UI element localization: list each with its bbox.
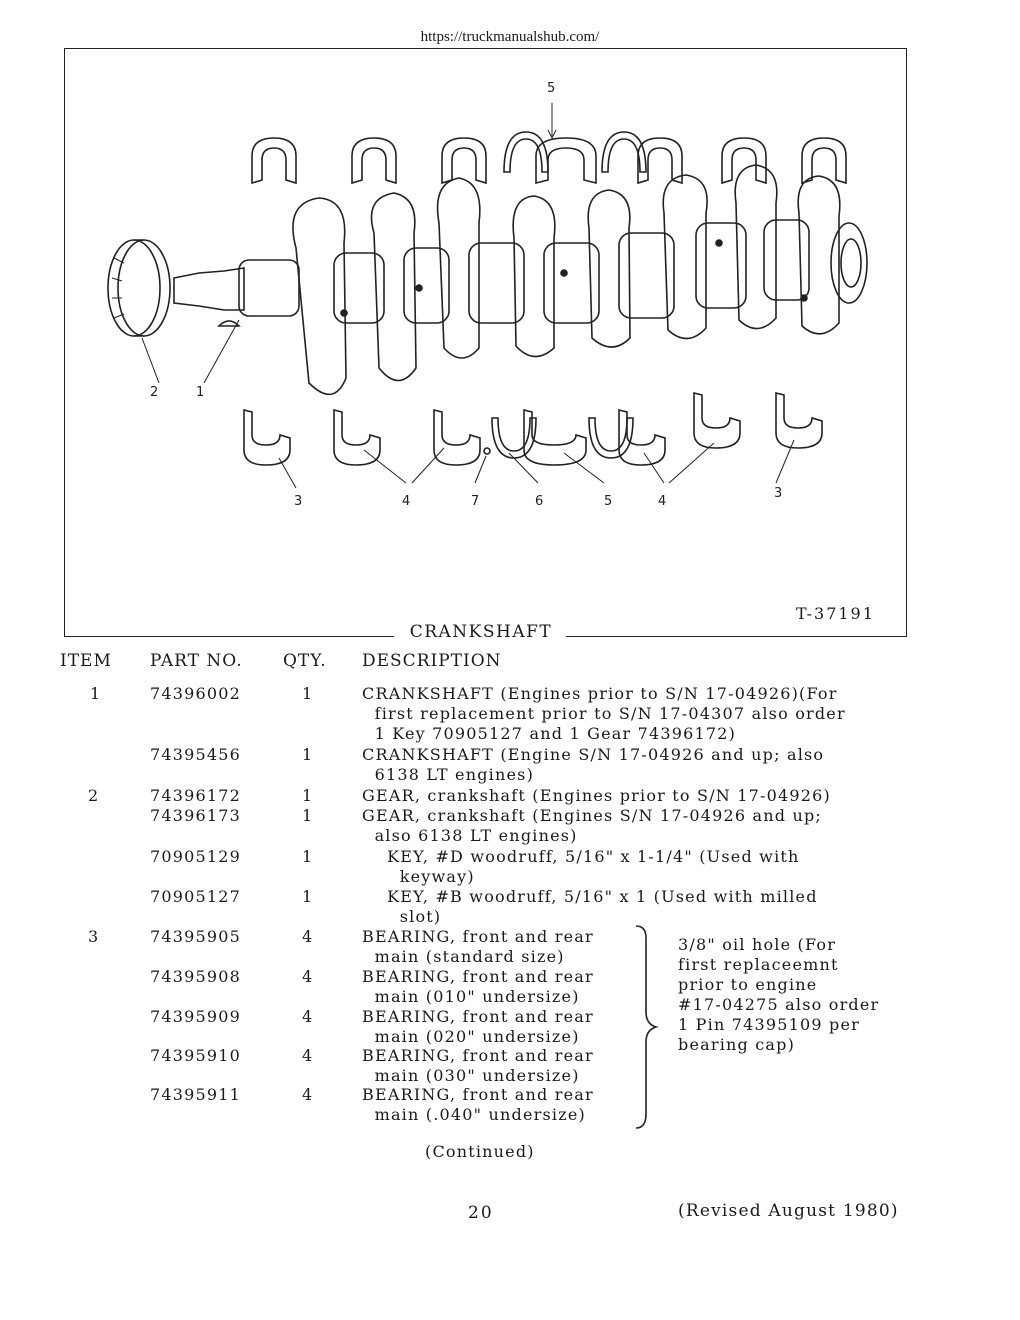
- row-part-no: 74396173: [150, 806, 242, 825]
- dowel-pin: [484, 448, 490, 454]
- continued-label: (Continued): [425, 1142, 535, 1161]
- row-item: 2: [88, 786, 100, 805]
- row-description: GEAR, crankshaft (Engines S/N 17-04926 and up; also 6138 LT engines): [362, 806, 823, 845]
- upper-bearing-shell: [638, 138, 682, 183]
- upper-bearing-shell-center: [536, 138, 596, 183]
- revision-note: (Revised August 1980): [678, 1201, 899, 1221]
- row-qty: 1: [302, 745, 314, 764]
- upper-bearing-shell: [252, 138, 296, 183]
- row-qty: 1: [302, 887, 314, 906]
- callout-label: 4: [658, 494, 667, 509]
- crankshaft-illustration: [64, 48, 905, 638]
- callout-label: 1: [196, 385, 205, 400]
- row-part-no: 74396002: [150, 684, 242, 703]
- row-description: BEARING, front and rear main (020" undersize): [362, 1007, 594, 1046]
- row-qty: 4: [302, 1085, 314, 1104]
- thrust-washer: [602, 132, 646, 172]
- callout-label: 3: [774, 486, 783, 501]
- row-description: KEY, #B woodruff, 5/16" x 1 (Used with milled slot): [387, 887, 818, 926]
- row-item: 1: [90, 684, 102, 703]
- lower-bearing-shell: [619, 410, 665, 465]
- lower-bearing-shell: [434, 410, 480, 465]
- thrust-washer-lower: [492, 418, 536, 458]
- row-part-no: 74395911: [150, 1085, 242, 1104]
- figure-id: T-37191: [796, 604, 875, 623]
- row-part-no: 74395456: [150, 745, 242, 764]
- header-item: ITEM: [60, 651, 112, 671]
- thrust-washer: [504, 132, 548, 172]
- row-description: CRANKSHAFT (Engines prior to S/N 17-04926)(For first replacement prior to S/N 17-04307 also order 1 Key 70905127 and 1 Gear 74396172): [362, 684, 846, 743]
- row-qty: 1: [302, 847, 314, 866]
- lower-bearing-shell: [694, 393, 740, 448]
- row-part-no: 74395908: [150, 967, 242, 986]
- callout-label: 3: [294, 494, 303, 509]
- row-qty: 4: [302, 1007, 314, 1026]
- upper-bearing-shell: [722, 138, 766, 183]
- caption-rule-left: [64, 636, 394, 637]
- row-description: KEY, #D woodruff, 5/16" x 1-1/4" (Used with keyway): [387, 847, 800, 886]
- row-description: BEARING, front and rear main (030" undersize): [362, 1046, 594, 1085]
- callout-label: 7: [471, 494, 480, 509]
- row-description: BEARING, front and rear main (standard size): [362, 927, 594, 966]
- row-qty: 1: [302, 684, 314, 703]
- row-description: CRANKSHAFT (Engine S/N 17-04926 and up; also 6138 LT engines): [362, 745, 825, 784]
- row-description: BEARING, front and rear main (010" undersize): [362, 967, 594, 1006]
- callout-label: 4: [402, 494, 411, 509]
- crankshaft: [174, 165, 867, 394]
- source-url: https://truckmanualshub.com/: [420, 29, 600, 45]
- callout-label: 5: [604, 494, 613, 509]
- lower-bearing-shell: [244, 410, 290, 465]
- row-qty: 1: [302, 786, 314, 805]
- row-part-no: 70905127: [150, 887, 242, 906]
- figure-caption: CRANKSHAFT: [409, 622, 553, 642]
- page-number: 20: [468, 1203, 494, 1223]
- curly-brace: [632, 924, 660, 1130]
- header-description: DESCRIPTION: [362, 651, 502, 671]
- row-qty: 1: [302, 806, 314, 825]
- row-description: BEARING, front and rear main (.040" undersize): [362, 1085, 594, 1124]
- row-description: GEAR, crankshaft (Engines prior to S/N 17-04926): [362, 786, 831, 805]
- row-part-no: 74395910: [150, 1046, 242, 1065]
- upper-bearing-shell: [352, 138, 396, 183]
- header-part-no: PART NO.: [150, 651, 243, 671]
- header-qty: QTY.: [283, 651, 327, 671]
- upper-bearing-shell: [802, 138, 846, 183]
- row-qty: 4: [302, 927, 314, 946]
- upper-bearing-shell: [442, 138, 486, 183]
- callout-label: 5: [547, 81, 556, 96]
- callout-label: 2: [150, 385, 159, 400]
- caption-rule-right: [566, 636, 906, 637]
- crankshaft-gear: [108, 240, 170, 336]
- row-qty: 4: [302, 967, 314, 986]
- row-part-no: 74395905: [150, 927, 242, 946]
- row-qty: 4: [302, 1046, 314, 1065]
- row-part-no: 74396172: [150, 786, 242, 805]
- row-item: 3: [88, 927, 100, 946]
- callout-label: 6: [535, 494, 544, 509]
- row-part-no: 70905129: [150, 847, 242, 866]
- bearing-note: 3/8" oil hole (For first replaceemnt prior to engine #17-04275 also order 1 Pin 74395109 per bearing cap): [678, 935, 880, 1054]
- lower-bearing-shell: [776, 393, 822, 448]
- row-part-no: 74395909: [150, 1007, 242, 1026]
